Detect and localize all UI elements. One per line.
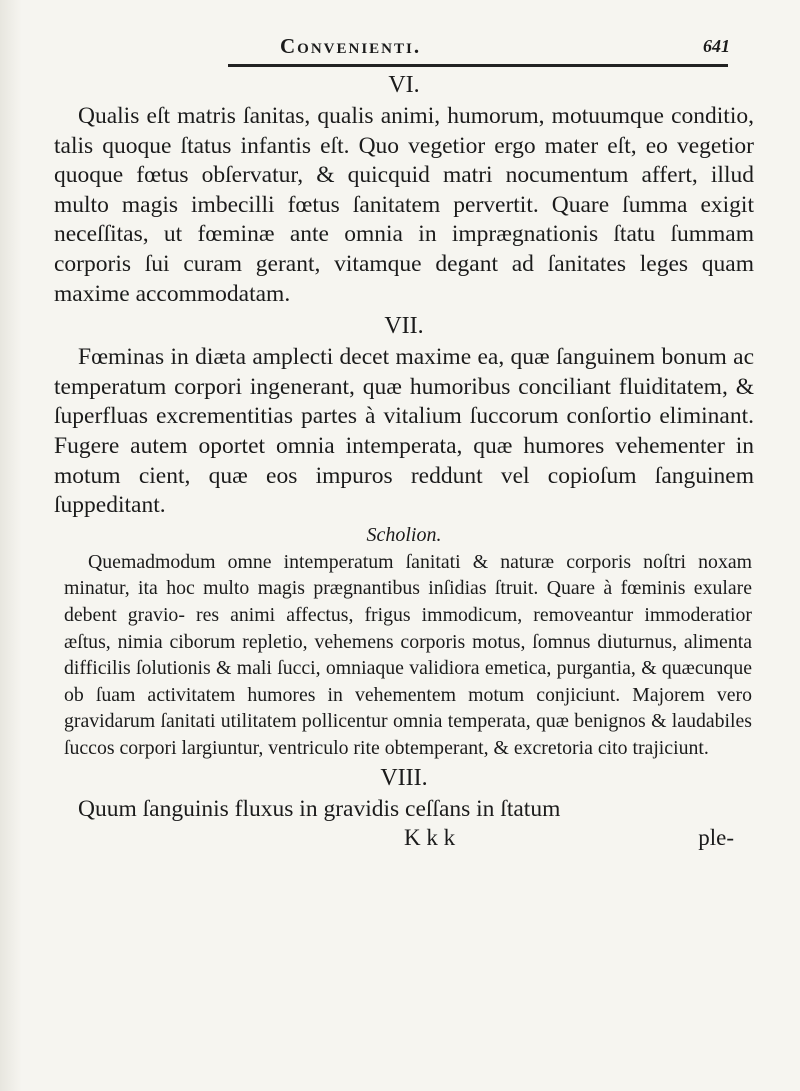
scholion-paragraph: Quemadmodum omne intemperatum ſanitati & naturæ corporis noſtri noxam minatur, ita hoc multo magis prægnantibus inſidias ſtruit. Quare à fœminis exulare debent gravio- res animi affectus, frigus immodicum, removeantur immoderatior æſtus, nimia ciborum repletio, vehemens corporis motus, ſomnus diuturnus, alimenta difficilis ſolutionis & mali ſucci, omniaque validiora emetica, purgantia, & quæcunque ob ſuam activitatem humores in vehementem motum conjiciunt. Majorem vero gravidarum ſanitati utilitatem pollicentur omnia temperata, quæ benignos & laudabiles ſuccos corpori largiuntur, ventriculo rite obtemperant, & excretoria cito trajiciunt. bbox=[64, 550, 752, 759]
scholion-heading: Scholion. bbox=[366, 523, 442, 546]
signature-mark: K k k bbox=[404, 825, 456, 851]
section-6-paragraph: Qualis eſt matris ſanitas, qualis animi, humorum, motuumque conditio, talis quoque ſtatus infantis eſt. Quo vegetior ergo mater eſt, eo vegetior quoque fœtus obſervatur, & quicquid matri nocumentum affert, illud multo magis imbecilli fœtus ſanitatem pervertit. Quare ſumma exigit neceſſitas, ut fœminæ ante omnia in imprægnationis ſtatu ſummam corporis ſui curam gerant, vitamque degant ad ſanitates leges quam maxime accommodatam. bbox=[54, 103, 754, 307]
header-rule bbox=[228, 64, 728, 67]
main-text bbox=[54, 68, 754, 855]
section-8-paragraph: Quum ſanguinis fluxus in gravidis ceſſans in ſtatum bbox=[78, 796, 561, 823]
catchword: ple- bbox=[698, 825, 734, 851]
binding-edge bbox=[0, 0, 22, 1091]
section-number-6: VI. bbox=[388, 72, 420, 98]
page-footer bbox=[54, 825, 754, 855]
section-number-8: VIII. bbox=[380, 765, 428, 792]
page-number: 641 bbox=[703, 36, 730, 56]
section-number-7: VII. bbox=[384, 313, 424, 340]
page-header bbox=[200, 28, 730, 68]
section-7-paragraph: Fœminas in diæta amplecti decet maxime ea, quæ ſanguinem bonum ac temperatum corpori ingenerant, quæ humoribus conciliant fluiditatem, & ſuperfluas excrementitias partes à vitalium ſuccorum conſortio eliminant. Fugere autem oportet omnia intemperata, quæ humores vehementer in motum cient, quæ eos impuros reddunt vel copioſum ſanguinem ſuppeditant. bbox=[54, 344, 754, 519]
running-title: Convenienti. bbox=[280, 34, 422, 58]
